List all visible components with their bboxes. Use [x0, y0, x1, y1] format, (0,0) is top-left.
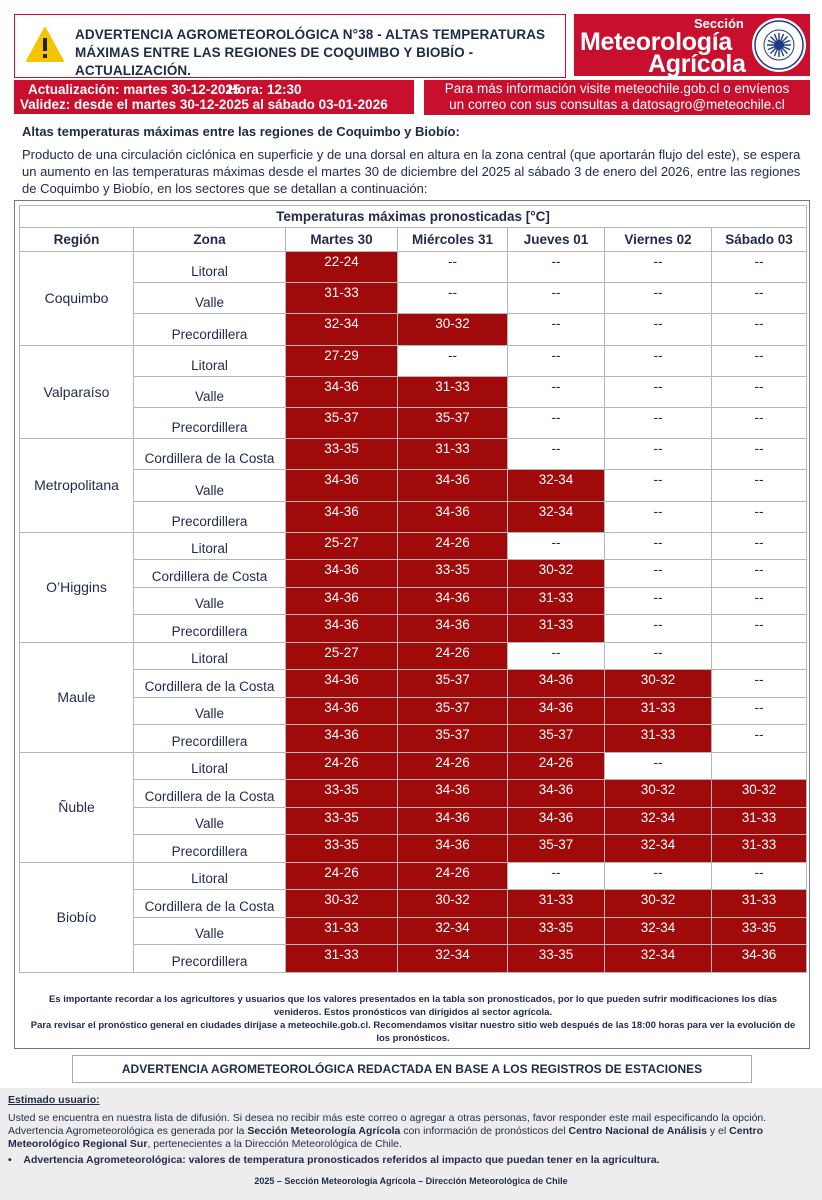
- temp-cell: 30-32: [508, 560, 605, 588]
- temp-cell: 31-33: [508, 890, 605, 918]
- zone-cell: Valle: [134, 807, 286, 835]
- header: [14, 14, 810, 78]
- table-row: [20, 945, 807, 973]
- table-row: [20, 283, 807, 314]
- title-line-1: ADVERTENCIA AGROMETEOROLÓGICA N°38 - ALTAS TEMPERATURAS: [75, 27, 546, 42]
- temp-cell: 35-37: [286, 407, 398, 438]
- note-line-2: Para revisar el pronóstico general en ciudades diríjase a meteochile.gob.cl. Recomendamos visitar nuestro sitio web después de las 18:00 horas para ver la evolución de los pronósticos.: [30, 1020, 796, 1044]
- table-row: [20, 314, 807, 345]
- temp-cell: 33-35: [508, 917, 605, 945]
- temp-cell: 34-36: [398, 587, 508, 615]
- table-row: [20, 890, 807, 918]
- temp-cell: 24-26: [398, 862, 508, 890]
- title-line-2: MÁXIMAS ENTRE LAS REGIONES DE COQUIMBO Y BIOBÍO - ACTUALIZACIÓN.: [75, 45, 474, 78]
- temp-cell: --: [712, 376, 807, 407]
- zone-cell: Valle: [134, 376, 286, 407]
- temp-cell: 32-34: [508, 501, 605, 532]
- temp-cell: --: [712, 345, 807, 376]
- temp-cell: 31-33: [286, 917, 398, 945]
- zone-cell: Litoral: [134, 862, 286, 890]
- temp-cell: --: [605, 345, 712, 376]
- temp-cell: 22-24: [286, 252, 398, 283]
- temp-cell: --: [605, 560, 712, 588]
- temp-cell: --: [712, 615, 807, 643]
- temp-cell: 32-34: [605, 807, 712, 835]
- temp-cell: 32-34: [398, 917, 508, 945]
- temp-cell: --: [605, 501, 712, 532]
- temp-cell: 33-35: [398, 560, 508, 588]
- table-body: [20, 252, 807, 973]
- temp-cell: 27-29: [286, 345, 398, 376]
- temp-cell: 31-33: [605, 697, 712, 725]
- temp-cell: --: [508, 862, 605, 890]
- temp-cell: --: [712, 725, 807, 753]
- temp-cell: 30-32: [712, 780, 807, 808]
- table-row: [20, 835, 807, 863]
- temp-cell: --: [605, 407, 712, 438]
- temp-cell: 34-36: [508, 670, 605, 698]
- update-info: [14, 80, 414, 114]
- temp-cell: 30-32: [398, 890, 508, 918]
- table-row: [20, 407, 807, 438]
- table-note: [25, 993, 801, 1045]
- temp-cell: [712, 642, 807, 670]
- table-caption: Temperaturas máximas pronosticadas [°C]: [20, 206, 807, 228]
- temp-cell: 33-35: [286, 835, 398, 863]
- temp-cell: 31-33: [712, 807, 807, 835]
- temp-cell: --: [398, 283, 508, 314]
- temp-cell: --: [508, 407, 605, 438]
- forecast-table: [19, 205, 807, 973]
- temp-cell: 34-36: [508, 697, 605, 725]
- footer-body-e: y el: [706, 1125, 730, 1137]
- temp-cell: 32-34: [286, 314, 398, 345]
- temp-cell: 35-37: [398, 670, 508, 698]
- table-row: [20, 439, 807, 470]
- zone-cell: Precordillera: [134, 835, 286, 863]
- temp-cell: 31-33: [605, 725, 712, 753]
- temp-cell: 34-36: [286, 615, 398, 643]
- temp-cell: 35-37: [398, 407, 508, 438]
- temp-cell: --: [508, 345, 605, 376]
- footer-bullet: • Advertencia Agrometeorológica: valores de temperatura pronosticados referidos al impacto que puedan tener en la agricultura.: [8, 1154, 660, 1166]
- temp-cell: 24-26: [286, 862, 398, 890]
- region-cell: Coquimbo: [20, 252, 134, 346]
- temp-cell: 31-33: [712, 890, 807, 918]
- temp-cell: 34-36: [398, 835, 508, 863]
- footer-bullet-text: Advertencia Agrometeorológica: valores de temperatura pronosticados referidos al impacto que puedan tener en la agricultura.: [23, 1154, 660, 1166]
- zone-cell: Precordillera: [134, 725, 286, 753]
- brand-line-1: Meteorología: [580, 28, 732, 56]
- temp-cell: --: [508, 642, 605, 670]
- temp-cell: --: [508, 283, 605, 314]
- warning-icon: [25, 25, 65, 65]
- table-row: [20, 807, 807, 835]
- temp-cell: 33-35: [286, 439, 398, 470]
- copyright: 2025 – Sección Meteorología Agrícola – Dirección Meteorológica de Chile: [254, 1176, 568, 1186]
- zone-cell: Precordillera: [134, 407, 286, 438]
- temp-cell: 31-33: [508, 587, 605, 615]
- temp-cell: 34-36: [508, 780, 605, 808]
- temp-cell: 34-36: [398, 807, 508, 835]
- table-row: [20, 252, 807, 283]
- temp-cell: 35-37: [508, 725, 605, 753]
- region-cell: Metropolitana: [20, 439, 134, 533]
- temp-cell: 31-33: [712, 835, 807, 863]
- temp-cell: 34-36: [398, 615, 508, 643]
- zone-cell: Valle: [134, 917, 286, 945]
- temp-cell: 33-35: [286, 780, 398, 808]
- temp-cell: --: [605, 615, 712, 643]
- temp-cell: --: [398, 345, 508, 376]
- temp-cell: 30-32: [605, 890, 712, 918]
- temp-cell: --: [712, 532, 807, 560]
- temp-cell: 24-26: [286, 752, 398, 780]
- temp-cell: --: [605, 532, 712, 560]
- temp-cell: 34-36: [286, 501, 398, 532]
- column-header: Martes 30: [286, 228, 398, 252]
- table-row: [20, 501, 807, 532]
- temp-cell: --: [605, 470, 712, 501]
- temp-cell: 30-32: [605, 780, 712, 808]
- temp-cell: 31-33: [508, 615, 605, 643]
- region-cell: O’Higgins: [20, 532, 134, 642]
- zone-cell: Valle: [134, 587, 286, 615]
- table-row: [20, 532, 807, 560]
- zone-cell: Cordillera de la Costa: [134, 890, 286, 918]
- temp-cell: --: [508, 314, 605, 345]
- column-header: Viernes 02: [605, 228, 712, 252]
- temp-cell: --: [712, 314, 807, 345]
- temp-cell: 35-37: [398, 725, 508, 753]
- temp-cell: --: [712, 862, 807, 890]
- temp-cell: [712, 752, 807, 780]
- zone-cell: Litoral: [134, 345, 286, 376]
- zone-cell: Cordillera de la Costa: [134, 670, 286, 698]
- temp-cell: --: [508, 376, 605, 407]
- zone-cell: Precordillera: [134, 314, 286, 345]
- temp-cell: 32-34: [605, 945, 712, 973]
- temp-cell: 32-34: [508, 470, 605, 501]
- temp-cell: --: [712, 501, 807, 532]
- zone-cell: Litoral: [134, 642, 286, 670]
- temp-cell: --: [508, 532, 605, 560]
- temp-cell: 34-36: [398, 780, 508, 808]
- temp-cell: --: [712, 283, 807, 314]
- table-row: [20, 725, 807, 753]
- update-bar: [14, 80, 810, 114]
- column-header: Sábado 03: [712, 228, 807, 252]
- temp-cell: --: [508, 439, 605, 470]
- temp-cell: --: [605, 314, 712, 345]
- column-header: Región: [20, 228, 134, 252]
- temp-cell: 32-34: [605, 835, 712, 863]
- table-row: [20, 670, 807, 698]
- temp-cell: 31-33: [398, 439, 508, 470]
- brand-section: Sección: [694, 16, 744, 31]
- forecast-panel: [14, 200, 810, 1049]
- temp-cell: --: [712, 697, 807, 725]
- footer-body-g: , pertenecientes a la Dirección Meteorológica de Chile.: [147, 1138, 402, 1150]
- temp-cell: --: [712, 407, 807, 438]
- zone-cell: Valle: [134, 470, 286, 501]
- table-row: [20, 345, 807, 376]
- column-header: Miércoles 31: [398, 228, 508, 252]
- temp-cell: 32-34: [398, 945, 508, 973]
- temp-cell: 35-37: [508, 835, 605, 863]
- temp-cell: 24-26: [398, 752, 508, 780]
- seal-icon: [750, 16, 808, 74]
- temp-cell: 33-35: [508, 945, 605, 973]
- temp-cell: 33-35: [712, 917, 807, 945]
- table-row: [20, 780, 807, 808]
- update-time: Hora: 12:30: [228, 82, 302, 97]
- temp-cell: 34-36: [286, 560, 398, 588]
- table-row: [20, 917, 807, 945]
- temp-cell: 30-32: [398, 314, 508, 345]
- temp-cell: --: [712, 670, 807, 698]
- intro-title: Altas temperaturas máximas entre las regiones de Coquimbo y Biobío:: [22, 124, 460, 139]
- temp-cell: 31-33: [286, 945, 398, 973]
- footer-body-c: con información de pronósticos del: [400, 1125, 569, 1137]
- region-cell: Biobío: [20, 862, 134, 972]
- temp-cell: 34-36: [286, 725, 398, 753]
- temp-cell: 30-32: [286, 890, 398, 918]
- zone-cell: Cordillera de Costa: [134, 560, 286, 588]
- zone-cell: Litoral: [134, 752, 286, 780]
- footer-body: [8, 1112, 814, 1151]
- footer-body-d: Centro Nacional de Análisis: [568, 1125, 707, 1137]
- temp-cell: 35-37: [398, 697, 508, 725]
- temp-cell: --: [712, 560, 807, 588]
- contact-line-1: Para más información visite meteochile.gob.cl o envíenos: [444, 81, 790, 96]
- temp-cell: 32-34: [605, 917, 712, 945]
- table-row: [20, 376, 807, 407]
- zone-cell: Precordillera: [134, 945, 286, 973]
- temp-cell: 24-26: [398, 642, 508, 670]
- temp-cell: --: [712, 252, 807, 283]
- intro-text: Producto de una circulación ciclónica en superficie y de una dorsal en altura en la zona central (que aportarán flujo del este), se espera un aumento en las temperaturas máximas desde el martes 30 de diciembre del 2025 al sábado 3 de enero del 2026, entre las regiones de Coquimbo y Biobío, en los sectores que se detallan a continuación:: [22, 147, 801, 196]
- temp-cell: --: [605, 439, 712, 470]
- contact-line-2: un correo con sus consultas a datosagro@meteochile.cl: [449, 97, 785, 112]
- column-header: Zona: [134, 228, 286, 252]
- temp-cell: 25-27: [286, 532, 398, 560]
- temp-cell: 34-36: [508, 807, 605, 835]
- zone-cell: Litoral: [134, 252, 286, 283]
- temp-cell: 34-36: [398, 501, 508, 532]
- zone-cell: Precordillera: [134, 501, 286, 532]
- temp-cell: --: [712, 470, 807, 501]
- table-row: [20, 615, 807, 643]
- zone-cell: Valle: [134, 697, 286, 725]
- table-row: [20, 560, 807, 588]
- region-cell: Maule: [20, 642, 134, 752]
- brand-line-2: Agrícola: [648, 50, 746, 78]
- temp-cell: --: [605, 283, 712, 314]
- footer-body-a: Usted se encuentra en nuestra lista de difusión. Si desea no recibir más este correo o agregar a otras personas, favor responder este mail especificando la opción. Advertencia Agrometeorológica es generada por la: [8, 1112, 767, 1137]
- table-row: [20, 862, 807, 890]
- table-header-row: [20, 228, 807, 252]
- temp-cell: --: [712, 439, 807, 470]
- region-cell: Ñuble: [20, 752, 134, 862]
- temp-cell: 31-33: [286, 283, 398, 314]
- temp-cell: --: [605, 642, 712, 670]
- temp-cell: 34-36: [286, 587, 398, 615]
- temp-cell: 30-32: [605, 670, 712, 698]
- zone-cell: Cordillera de la Costa: [134, 780, 286, 808]
- temp-cell: --: [605, 587, 712, 615]
- temp-cell: 25-27: [286, 642, 398, 670]
- temp-cell: --: [605, 862, 712, 890]
- note-line-1: Es importante recordar a los agricultores y usuarios que los valores presentados en la tabla son pronosticados, por lo que pueden sufrir modificaciones los días venideros. Estos pronósticos van dirigidos al sector agrícola.: [49, 994, 777, 1018]
- temp-cell: --: [605, 752, 712, 780]
- table-row: [20, 470, 807, 501]
- table-row: [20, 587, 807, 615]
- region-cell: Valparaíso: [20, 345, 134, 439]
- validity: Validez: desde el martes 30-12-2025 al sábado 03-01-2026: [20, 97, 388, 112]
- page-title: [75, 26, 555, 80]
- footer: [0, 1088, 822, 1200]
- temp-cell: 31-33: [398, 376, 508, 407]
- temp-cell: --: [508, 252, 605, 283]
- footer-body-f: Centro Meteorológico Regional Sur: [8, 1125, 763, 1150]
- temp-cell: 34-36: [286, 697, 398, 725]
- warning-title-box: [14, 14, 566, 78]
- temp-cell: 34-36: [712, 945, 807, 973]
- zone-cell: Litoral: [134, 532, 286, 560]
- zone-cell: Valle: [134, 283, 286, 314]
- column-header: Jueves 01: [508, 228, 605, 252]
- zone-cell: Cordillera de la Costa: [134, 439, 286, 470]
- footer-greeting: Estimado usuario:: [8, 1094, 100, 1106]
- temp-cell: 34-36: [398, 470, 508, 501]
- table-row: [20, 697, 807, 725]
- temp-cell: 34-36: [286, 470, 398, 501]
- temp-cell: --: [712, 587, 807, 615]
- temp-cell: 34-36: [286, 376, 398, 407]
- temp-cell: --: [398, 252, 508, 283]
- records-banner: ADVERTENCIA AGROMETEOROLÓGICA REDACTADA EN BASE A LOS REGISTROS DE ESTACIONES: [72, 1055, 752, 1083]
- contact-info: [424, 80, 810, 115]
- temp-cell: 24-26: [398, 532, 508, 560]
- temp-cell: 24-26: [508, 752, 605, 780]
- zone-cell: Precordillera: [134, 615, 286, 643]
- update-date: Actualización: martes 30-12-2025: [28, 82, 241, 97]
- table-row: [20, 752, 807, 780]
- temp-cell: --: [605, 376, 712, 407]
- brand-logo: [574, 14, 810, 76]
- footer-body-b: Sección Meteorología Agrícola: [247, 1125, 401, 1137]
- temp-cell: --: [605, 252, 712, 283]
- temp-cell: 33-35: [286, 807, 398, 835]
- temp-cell: 34-36: [286, 670, 398, 698]
- table-row: [20, 642, 807, 670]
